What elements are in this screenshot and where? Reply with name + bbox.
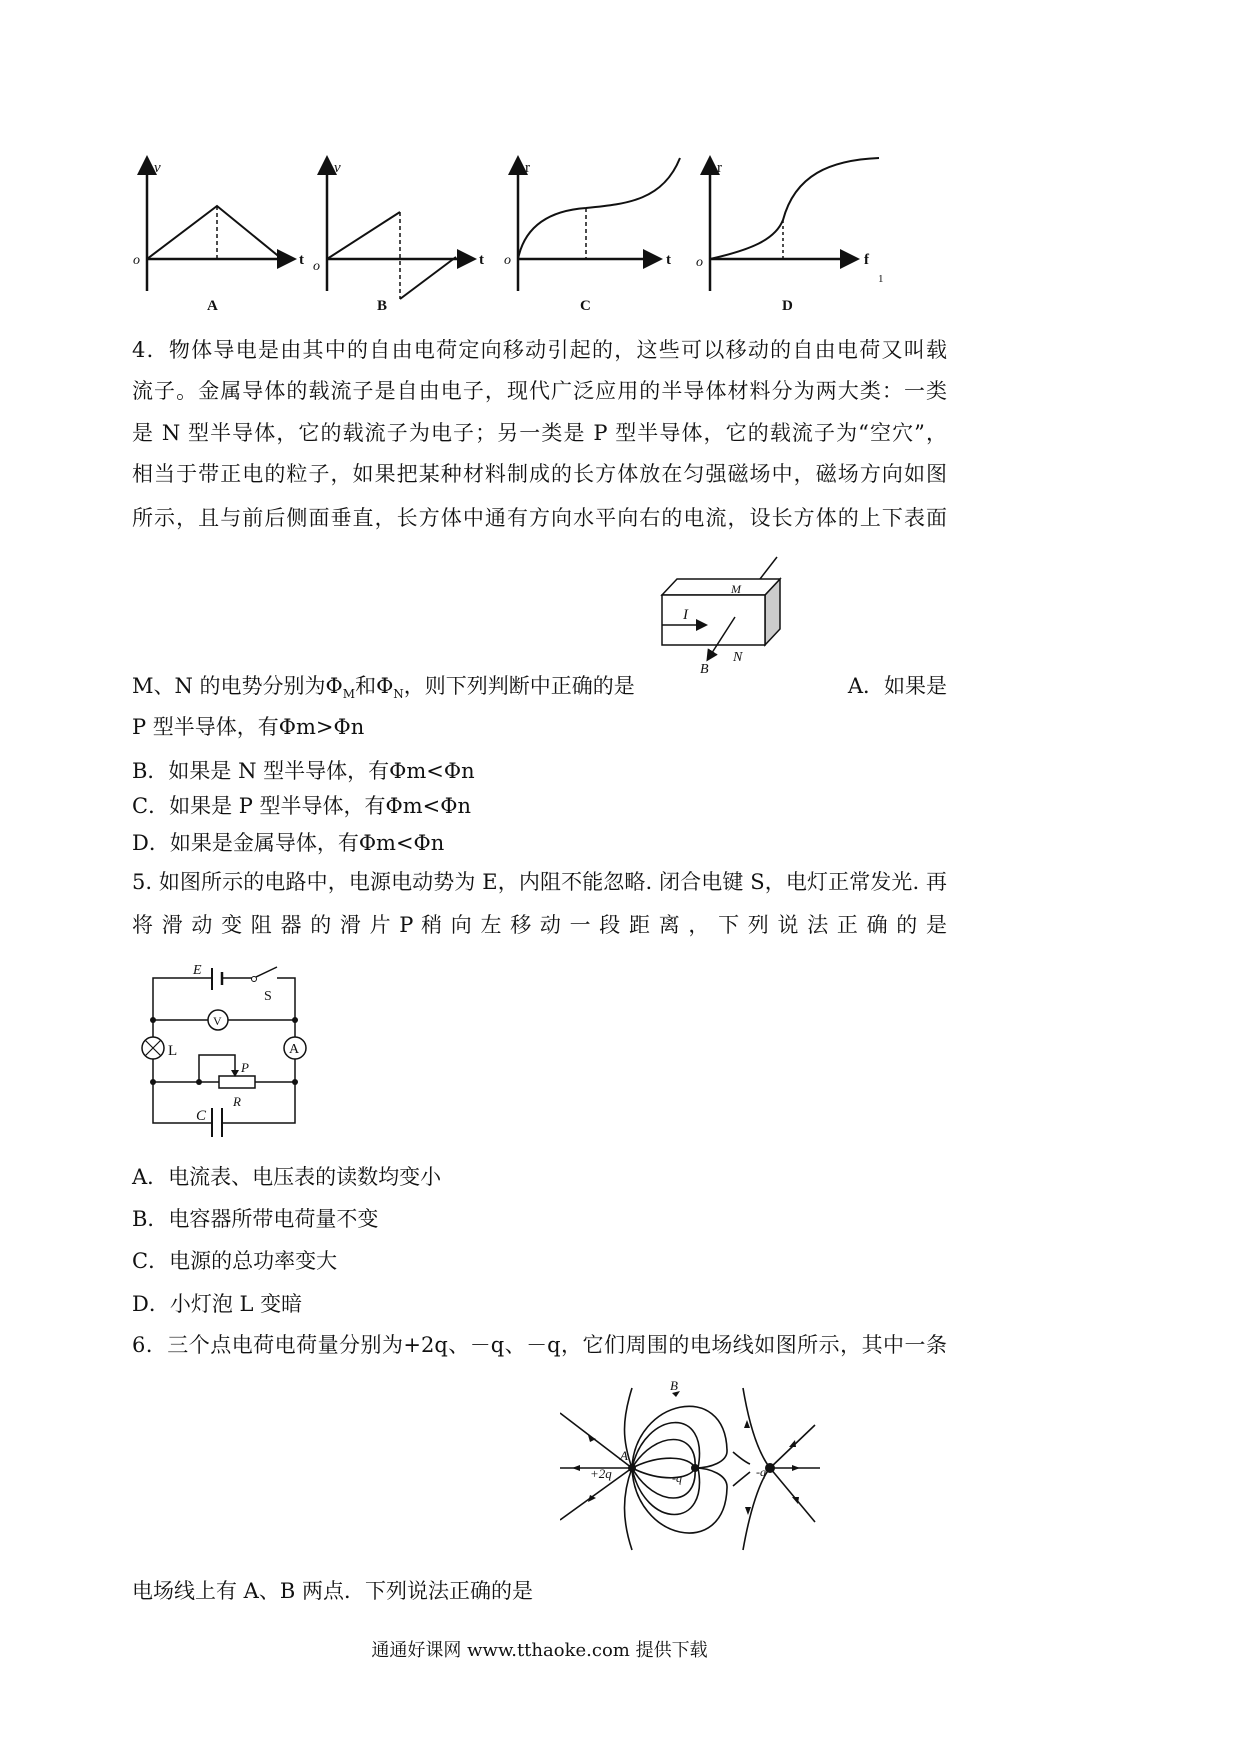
graph-a bbox=[127, 150, 317, 320]
x-axis-label: f bbox=[864, 252, 869, 268]
x-axis-label: t bbox=[479, 252, 484, 268]
voltmeter-label: V bbox=[213, 1014, 222, 1028]
q5-option-d: D．小灯泡 L 变暗 bbox=[132, 1292, 303, 1316]
capacitor-label: C bbox=[196, 1108, 207, 1124]
q4-stem bbox=[132, 671, 947, 709]
stem-text: 和Φ bbox=[355, 674, 394, 698]
emf-label: E bbox=[193, 963, 202, 978]
resistor-label: R bbox=[233, 1094, 241, 1109]
point-a-label: A bbox=[620, 1448, 628, 1463]
q5-line: 5. 如图所示的电路中，电源电动势为 E，内阻不能忽略. 闭合电键 S，电灯正常发光. 再 bbox=[132, 870, 947, 894]
field-label: B bbox=[700, 662, 709, 677]
y-axis-label: v bbox=[334, 160, 341, 176]
graph-d bbox=[690, 150, 890, 320]
option-c: C．如果是 P 型半导体，有Φm<Φn bbox=[132, 794, 472, 818]
footer: 通通好课网 www.tthaoke.com 提供下载 bbox=[371, 1640, 708, 1661]
y-axis-label: r bbox=[525, 160, 530, 176]
q4-line: 相当于带正电的粒子，如果把某种材料制成的长方体放在匀强磁场中，磁场方向如图 bbox=[132, 462, 947, 486]
q4-line: 是 N 型半导体，它的载流子为电子；另一类是 P 型半导体，它的载流子为“空穴”， bbox=[132, 421, 947, 445]
q5-option-c: C．电源的总功率变大 bbox=[132, 1249, 338, 1273]
option-a-start: A．如果是 bbox=[847, 674, 947, 698]
subscript-m: M bbox=[342, 687, 356, 702]
charge-label: -q bbox=[672, 1471, 682, 1485]
hall-effect-figure bbox=[650, 555, 800, 680]
electric-field-figure bbox=[560, 1380, 840, 1570]
stem-text: ，则下列判断中正确的是 bbox=[403, 674, 635, 698]
y-axis-label: r bbox=[717, 160, 722, 176]
graph-label: B bbox=[377, 298, 388, 314]
switch-label: S bbox=[264, 989, 272, 1004]
graph-c bbox=[498, 150, 698, 320]
option-d: D．如果是金属导体，有Φm<Φn bbox=[132, 831, 445, 855]
charge-label: -q bbox=[756, 1465, 766, 1479]
graph-label: A bbox=[207, 298, 218, 314]
x-axis-label: t bbox=[299, 252, 304, 268]
slider-label: P bbox=[241, 1060, 249, 1075]
graph-label: D bbox=[782, 298, 793, 314]
graph-label: C bbox=[580, 298, 591, 314]
origin-label: o bbox=[133, 253, 140, 268]
x-axis-label: t bbox=[666, 252, 671, 268]
point-b-label: B bbox=[670, 1380, 678, 1393]
q5-option-b: B．电容器所带电荷量不变 bbox=[132, 1207, 379, 1231]
q5-option-a: A．电流表、电压表的读数均变小 bbox=[132, 1165, 442, 1189]
option-a: P 型半导体，有Φm>Φn bbox=[132, 715, 365, 739]
charge-label: +2q bbox=[590, 1466, 612, 1481]
stray-mark: 1 bbox=[878, 273, 884, 285]
current-label: I bbox=[683, 607, 688, 623]
origin-label: o bbox=[504, 253, 511, 268]
front-face-label: N bbox=[733, 650, 743, 665]
origin-label: o bbox=[696, 255, 703, 270]
y-axis-label: v bbox=[154, 160, 161, 176]
top-face-label: M bbox=[731, 582, 741, 596]
q4-line: 所示，且与前后侧面垂直，长方体中通有方向水平向右的电流，设长方体的上下表面 bbox=[132, 506, 947, 530]
q5-line: 将 滑 动 变 阻 器 的 滑 片 P 稍 向 左 移 动 一 段 距 离 ， 下 列 说 法 正 确 的 是 bbox=[132, 913, 947, 937]
q6-line: 电场线上有 A、B 两点．下列说法正确的是 bbox=[132, 1579, 533, 1603]
stem-text: M、N 的电势分别为Φ bbox=[132, 674, 343, 698]
ammeter-label: A bbox=[289, 1042, 300, 1057]
q6-line: 6．三个点电荷电荷量分别为+2q、－q、－q，它们周围的电场线如图所示，其中一条 bbox=[132, 1333, 947, 1357]
subscript-n: N bbox=[393, 687, 404, 702]
origin-label: o bbox=[313, 259, 320, 274]
option-b: B．如果是 N 型半导体，有Φm<Φn bbox=[132, 759, 475, 783]
graph-b bbox=[307, 150, 497, 320]
circuit-figure bbox=[140, 960, 320, 1150]
q4-line: 流子。金属导体的载流子是自由电子，现代广泛应用的半导体材料分为两大类：一类 bbox=[132, 379, 947, 403]
lamp-label: L bbox=[168, 1043, 178, 1059]
q4-line: 4．物体导电是由其中的自由电荷定向移动引起的，这些可以移动的自由电荷又叫载 bbox=[132, 338, 947, 362]
